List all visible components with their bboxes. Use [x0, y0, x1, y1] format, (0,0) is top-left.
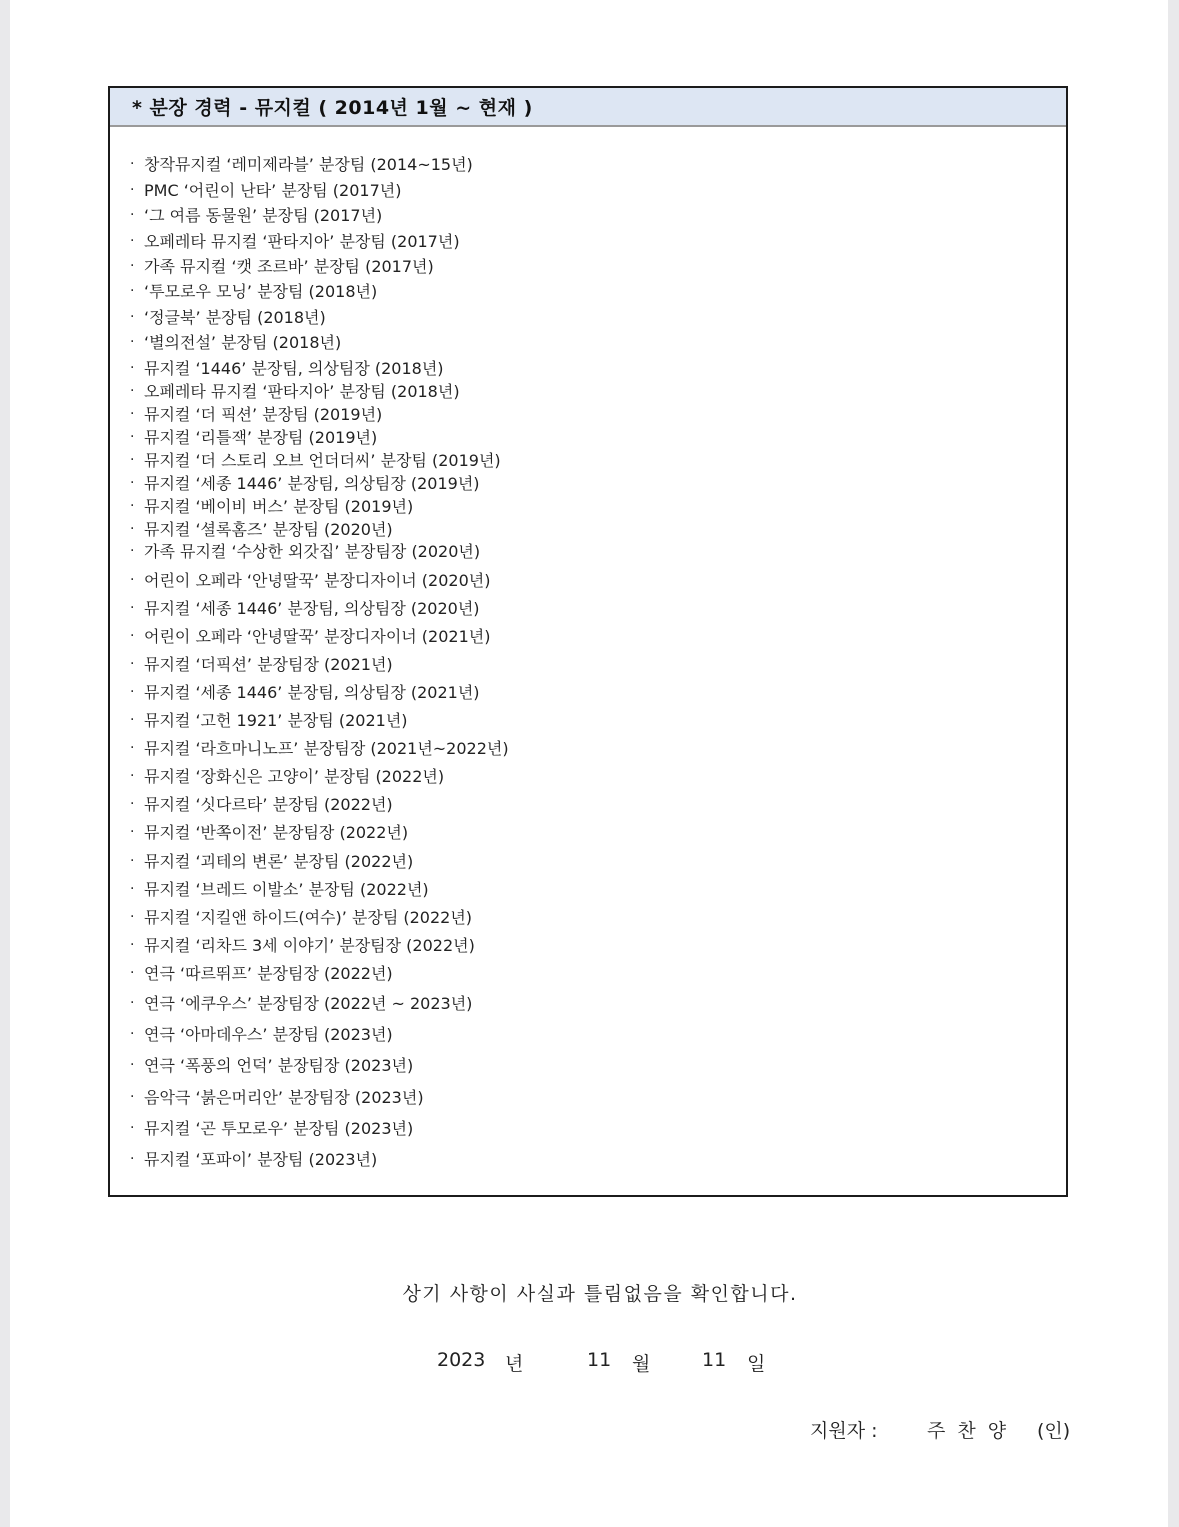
career-entry-text: 음악극 ‘붉은머리안’ 분장팀장 (2023년): [144, 1088, 424, 1107]
career-list-item: [130, 203, 382, 226]
bullet-icon: ·: [130, 1025, 135, 1042]
date-year-unit: 년: [505, 1353, 524, 1375]
career-list-item: [130, 820, 408, 843]
career-entry-text: 뮤지컬 ‘싯다르타’ 분장팀 (2022년): [144, 795, 393, 814]
bullet-icon: ·: [130, 333, 135, 350]
date-day-unit: 일: [747, 1353, 766, 1375]
bullet-icon: ·: [130, 1056, 135, 1073]
date-month-unit: 월: [632, 1353, 651, 1375]
career-entry-text: 뮤지컬 ‘괴테의 변론’ 분장팀 (2022년): [144, 852, 414, 871]
bullet-icon: ·: [130, 767, 135, 784]
date-year: 2023: [437, 1349, 486, 1371]
career-list-item: [130, 849, 413, 872]
career-list-item: [130, 539, 480, 562]
career-list-item: [130, 471, 480, 494]
career-list-item: [130, 792, 393, 815]
bullet-icon: ·: [130, 852, 135, 869]
bullet-icon: ·: [130, 655, 135, 672]
career-entry-text: 뮤지컬 ‘포파이’ 분장팀 (2023년): [144, 1150, 378, 1169]
career-list-item: [130, 425, 377, 448]
bullet-icon: ·: [130, 1119, 135, 1136]
bullet-icon: ·: [130, 627, 135, 644]
career-entry-text: 오페레타 뮤지컬 ‘판타지아’ 분장팀 (2018년): [144, 382, 460, 401]
career-list-item: [130, 448, 501, 471]
bullet-icon: ·: [130, 880, 135, 897]
career-list-item: [130, 708, 408, 731]
career-list-item: [130, 1022, 393, 1045]
bullet-icon: ·: [130, 1150, 135, 1167]
career-list-item: [130, 279, 377, 302]
career-list-item: [130, 517, 393, 540]
career-list-item: [130, 229, 460, 252]
career-entry-text: 뮤지컬 ‘브레드 이발소’ 분장팀 (2022년): [144, 880, 429, 899]
career-list-item: [130, 1116, 413, 1139]
career-entry-text: 뮤지컬 ‘더픽션’ 분장팀장 (2021년): [144, 655, 393, 674]
career-entry-text: 뮤지컬 ‘세종 1446’ 분장팀, 의상팀장 (2021년): [144, 683, 480, 702]
career-list-item: [130, 905, 472, 928]
career-entry-text: ‘별의전설’ 분장팀 (2018년): [144, 333, 342, 352]
bullet-icon: ·: [130, 257, 135, 274]
career-list-item: [130, 652, 393, 675]
career-list-item: [130, 624, 490, 647]
career-entry-text: 뮤지컬 ‘더 픽션’ 분장팀 (2019년): [144, 405, 383, 424]
bullet-icon: ·: [130, 994, 135, 1011]
bullet-icon: ·: [130, 206, 135, 223]
career-list-item: [130, 152, 473, 175]
bullet-icon: ·: [130, 382, 135, 399]
applicant-name: 주 찬 양: [927, 1420, 1010, 1442]
career-entry-text: 뮤지컬 ‘세종 1446’ 분장팀, 의상팀장 (2020년): [144, 599, 480, 618]
bullet-icon: ·: [130, 964, 135, 981]
career-list-item: [130, 596, 480, 619]
career-entry-text: 오페레타 뮤지컬 ‘판타지아’ 분장팀 (2017년): [144, 232, 460, 251]
date-day: 11: [702, 1349, 727, 1371]
career-list-item: [130, 764, 444, 787]
career-entry-text: 뮤지컬 ‘지킬앤 하이드(여수)’ 분장팀 (2022년): [144, 908, 473, 927]
bullet-icon: ·: [130, 683, 135, 700]
career-list-item: [130, 1085, 424, 1108]
career-entry-text: 연극 ‘따르뛰프’ 분장팀장 (2022년): [144, 964, 393, 983]
career-section-box: [108, 86, 1068, 1197]
career-list-item: [130, 330, 341, 353]
career-list-item: [130, 402, 382, 425]
bullet-icon: ·: [130, 181, 135, 198]
career-entry-text: 뮤지컬 ‘세종 1446’ 분장팀, 의상팀장 (2019년): [144, 474, 480, 493]
bullet-icon: ·: [130, 795, 135, 812]
career-entry-text: 뮤지컬 ‘더 스토리 오브 언더더씨’ 분장팀 (2019년): [144, 451, 501, 470]
bullet-icon: ·: [130, 936, 135, 953]
bullet-icon: ·: [130, 282, 135, 299]
career-entry-text: 뮤지컬 ‘리틀잭’ 분장팀 (2019년): [144, 428, 378, 447]
career-entry-text: 뮤지컬 ‘반쪽이전’ 분장팀장 (2022년): [144, 823, 409, 842]
bullet-icon: ·: [130, 428, 135, 445]
career-entry-text: 연극 ‘폭풍의 언덕’ 분장팀장 (2023년): [144, 1056, 414, 1075]
career-entry-text: 뮤지컬 ‘장화신은 고양이’ 분장팀 (2022년): [144, 767, 445, 786]
bullet-icon: ·: [130, 405, 135, 422]
career-list-item: [130, 1053, 413, 1076]
career-entry-text: ‘투모로우 모닝’ 분장팀 (2018년): [144, 282, 378, 301]
bullet-icon: ·: [130, 1088, 135, 1105]
career-entry-text: 연극 ‘에쿠우스’ 분장팀장 (2022년 ~ 2023년): [144, 994, 473, 1013]
career-list-item: [130, 494, 413, 517]
career-entry-text: 뮤지컬 ‘베이비 버스’ 분장팀 (2019년): [144, 497, 414, 516]
bullet-icon: ·: [130, 908, 135, 925]
career-entry-text: 연극 ‘아마데우스’ 분장팀 (2023년): [144, 1025, 393, 1044]
career-list-item: [130, 305, 326, 328]
career-entry-text: 뮤지컬 ‘라흐마니노프’ 분장팀장 (2021년~2022년): [144, 739, 509, 758]
bullet-icon: ·: [130, 232, 135, 249]
seal-mark: (인): [1037, 1420, 1071, 1442]
career-list-item: [130, 991, 472, 1014]
career-list-item: [130, 680, 480, 703]
career-list-item: [130, 877, 429, 900]
career-list-item: [130, 736, 509, 759]
applicant-label: 지원자 :: [810, 1420, 878, 1442]
career-list-item: [130, 1147, 377, 1170]
date-month: 11: [587, 1349, 612, 1371]
bullet-icon: ·: [130, 571, 135, 588]
career-entry-text: 뮤지컬 ‘고헌 1921’ 분장팀 (2021년): [144, 711, 408, 730]
career-list-item: [130, 379, 460, 402]
career-list-item: [130, 254, 434, 277]
bullet-icon: ·: [130, 520, 135, 537]
bullet-icon: ·: [130, 823, 135, 840]
career-entry-text: ‘그 여름 동물원’ 분장팀 (2017년): [144, 206, 383, 225]
career-entry-text: 어린이 오페라 ‘안녕딸꾹’ 분장디자이너 (2021년): [144, 627, 491, 646]
career-entry-text: 어린이 오페라 ‘안녕딸꾹’ 분장디자이너 (2020년): [144, 571, 491, 590]
career-entry-text: 가족 뮤지컬 ‘수상한 외갓집’ 분장팀장 (2020년): [144, 542, 481, 561]
bullet-icon: ·: [130, 451, 135, 468]
document-page: [10, 0, 1168, 1527]
confirmation-statement: 상기 사항이 사실과 틀림없음을 확인합니다.: [402, 1283, 798, 1305]
career-list-item: [130, 178, 401, 201]
career-entry-text: 뮤지컬 ‘리차드 3세 이야기’ 분장팀장 (2022년): [144, 936, 475, 955]
bullet-icon: ·: [130, 359, 135, 376]
career-entry-text: 가족 뮤지컬 ‘캣 조르바’ 분장팀 (2017년): [144, 257, 434, 276]
bullet-icon: ·: [130, 497, 135, 514]
career-entry-text: ‘정글북’ 분장팀 (2018년): [144, 308, 326, 327]
career-list-item: [130, 568, 490, 591]
career-entry-text: PMC ‘어린이 난타’ 분장팀 (2017년): [144, 181, 402, 200]
career-list-item: [130, 933, 475, 956]
bullet-icon: ·: [130, 474, 135, 491]
career-list-item: [130, 961, 393, 984]
bullet-icon: ·: [130, 542, 135, 559]
date-line: [437, 1349, 765, 1376]
career-entry-text: 뮤지컬 ‘곤 투모로우’ 분장팀 (2023년): [144, 1119, 414, 1138]
career-entry-text: 창작뮤지컬 ‘레미제라블’ 분장팀 (2014~15년): [144, 155, 473, 174]
bullet-icon: ·: [130, 599, 135, 616]
career-entry-text: 뮤지컬 ‘1446’ 분장팀, 의상팀장 (2018년): [144, 359, 444, 378]
career-list-item: [130, 356, 444, 379]
bullet-icon: ·: [130, 739, 135, 756]
section-title: * 분장 경력 - 뮤지컬 ( 2014년 1월 ~ 현재 ): [110, 88, 1066, 127]
bullet-icon: ·: [130, 308, 135, 325]
career-entry-text: 뮤지컬 ‘셜록홈즈’ 분장팀 (2020년): [144, 520, 393, 539]
applicant-signature: [810, 1416, 1070, 1443]
bullet-icon: ·: [130, 155, 135, 172]
bullet-icon: ·: [130, 711, 135, 728]
